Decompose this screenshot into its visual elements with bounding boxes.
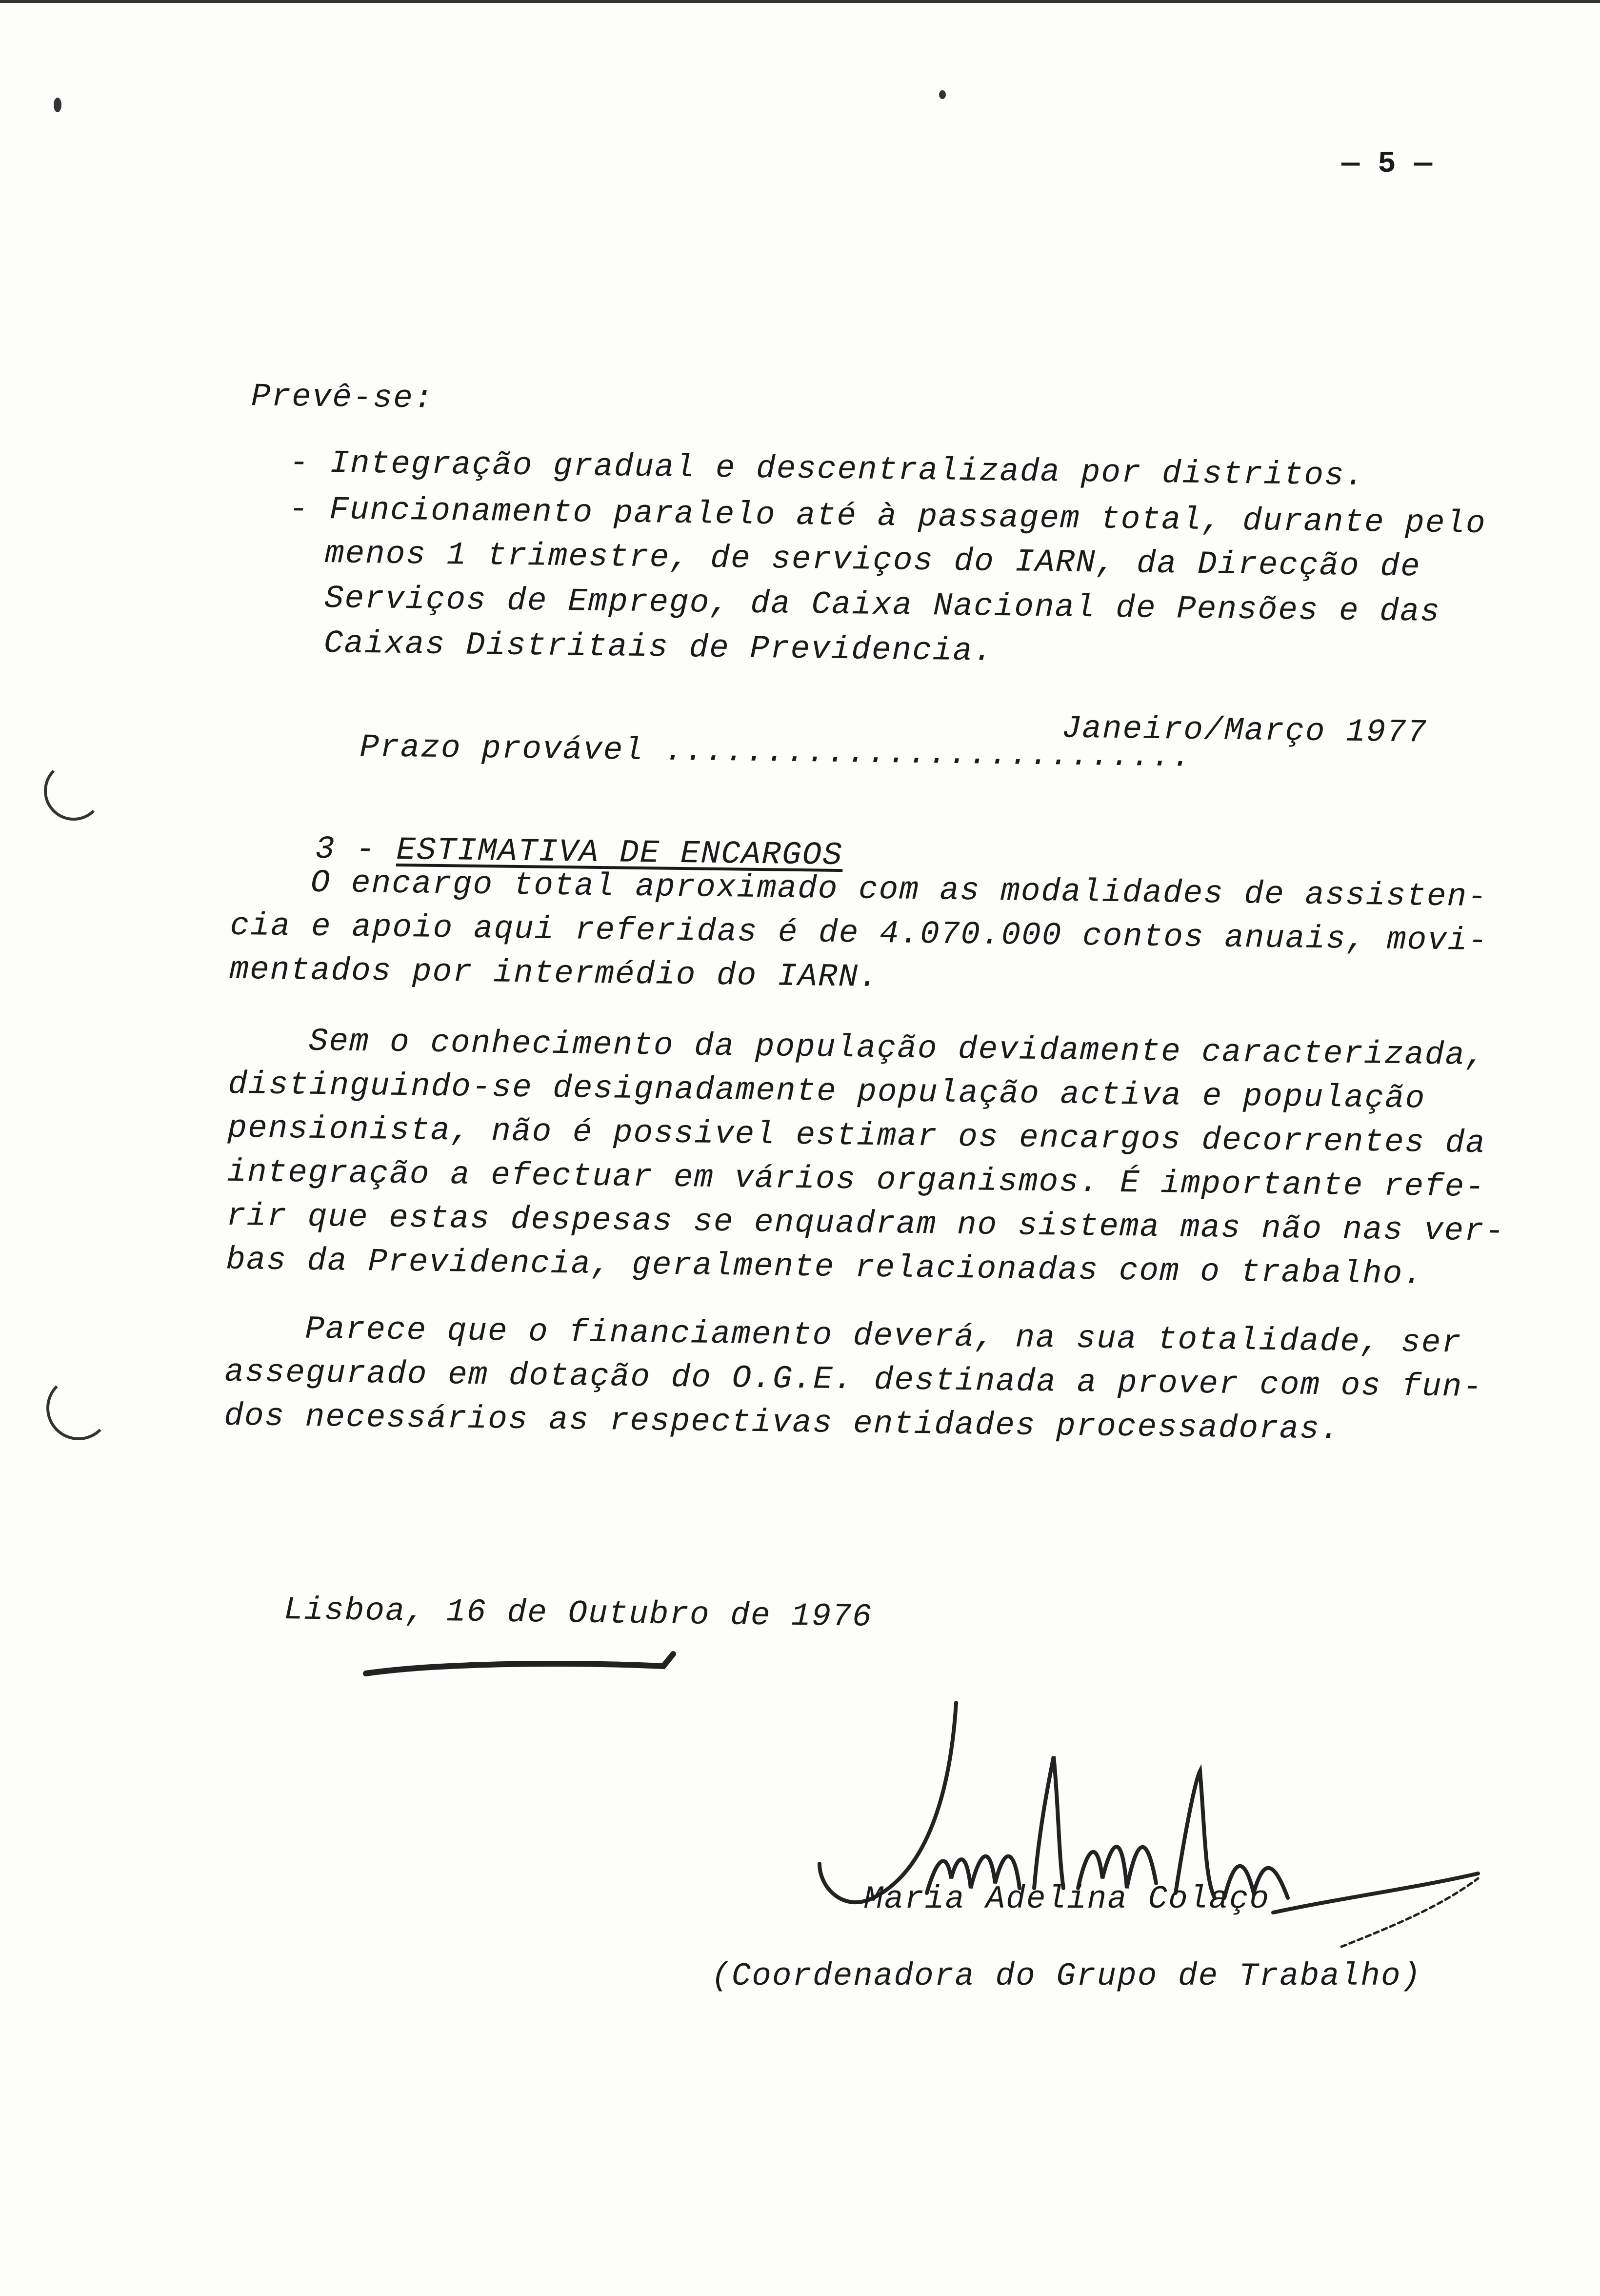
paragraph-line: bas da Previdencia, geralmente relacionadas com o trabalho. xyxy=(225,1241,1424,1293)
bullet-line: Serviços de Emprego, da Caixa Nacional de Pensões e das xyxy=(324,580,1441,630)
paragraph-line: Parece que o financiamento deverá, na sua totalidade, ser xyxy=(305,1310,1462,1362)
paragraph-line: assegurado em dotação do O.G.E. destinada a prover com os fun- xyxy=(224,1353,1483,1406)
preve-heading: Prevê-se: xyxy=(251,378,434,417)
signatory-name: Maria Adelina Colaço xyxy=(864,1881,1270,1917)
paragraph-line: dos necessários as respectivas entidades processadoras. xyxy=(223,1397,1340,1448)
section-number: 3 - xyxy=(315,830,397,868)
paragraph-line: mentados por intermédio do IARN. xyxy=(229,951,880,996)
signatory-role: (Coordenadora do Grupo de Trabalho) xyxy=(711,1958,1422,1994)
bullet-line: - Funcionamento paralelo até à passagem total, durante pelo xyxy=(288,491,1487,543)
paragraph-line: pensionista, não é possivel estimar os encargos decorrentes da xyxy=(227,1109,1486,1162)
section-title: ESTIMATIVA DE ENCARGOS xyxy=(396,831,843,874)
paragraph-line: Sem o conhecimento da população devidamente caracterizada, xyxy=(308,1023,1486,1074)
place: Lisboa, xyxy=(283,1591,447,1631)
paragraph-line: rir que estas despesas se enquadram no sistema mas não nas ver- xyxy=(226,1197,1505,1250)
prazo-row xyxy=(278,698,1193,806)
prazo-value: Janeiro/Março 1977 xyxy=(1061,710,1427,751)
paragraph-line: cia e apoio aqui referidas é de 4.070.000 contos anuais, movi- xyxy=(230,907,1489,960)
bullet-line: menos 1 trimestre, de serviços do IARN, da Direcção de xyxy=(324,535,1421,585)
paragraph-line: distinguindo-se designadamente população activa e população xyxy=(228,1066,1426,1117)
paragraph-line: O encargo total aproximado com as modalidades de assisten- xyxy=(310,864,1488,916)
handwritten-signature xyxy=(805,1683,1512,1986)
date: 16 de Outubro de 1976 xyxy=(446,1593,873,1635)
prazo-leader: .......................... xyxy=(643,732,1192,776)
paragraph-line: integração a efectuar em vários organismos. É importante refe- xyxy=(226,1153,1486,1206)
bullet-line: Caixas Distritais de Previdencia. xyxy=(323,625,994,670)
bullet-line: - Integração gradual e descentralizada por distritos. xyxy=(289,444,1365,495)
date-underline-stroke xyxy=(361,1644,693,1683)
prazo-label: Prazo provável xyxy=(360,728,644,769)
page-number: — 5 — xyxy=(1341,146,1433,181)
